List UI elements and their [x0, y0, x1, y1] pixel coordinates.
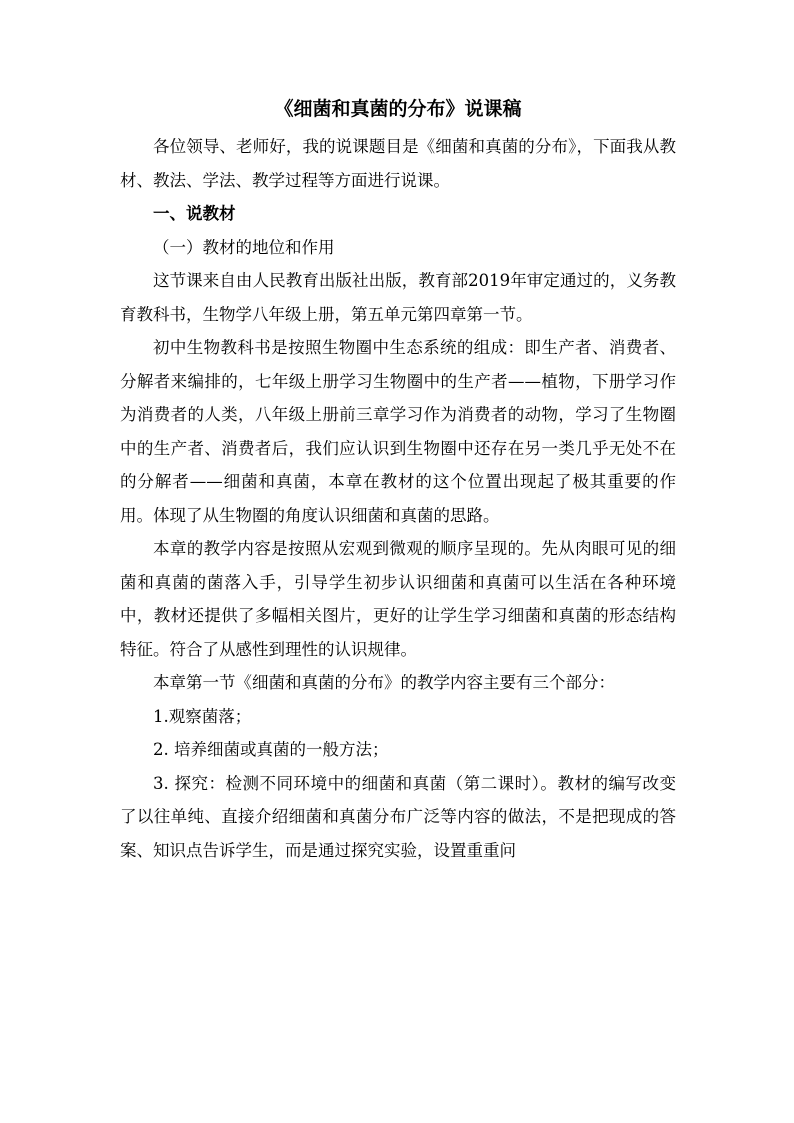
paragraph-content-order: 本章的教学内容是按照从宏观到微观的顺序呈现的。先从肉眼可见的细菌和真菌的菌落入手，引导学生初步认识细菌和真菌可以生活在各种环境中，教材还提供了多幅相关图片，更好的让学生学习细菌和真菌的形态结构特征。符合了从感性到理性的认识规律。 — [120, 539, 676, 659]
paragraph-structure: 初中生物教科书是按照生物圈中生态系统的组成：即生产者、消费者、分解者来编排的，七年级上册学习生物圈中的生产者——植物，下册学习作为消费者的人类，八年级上册前三章学习作为消费者的动物，学习了生物圈中的生产者、消费者后，我们应认识到生物圈中还存在另一类几乎无处不在的分解者——细菌和真菌，本章在教材的这个位置出现起了极其重要的作用。体现了从生物圈的角度认识细菌和真菌的思路。 — [120, 338, 676, 525]
intro-paragraph: 各位领导、老师好，我的说课题目是《细菌和真菌的分布》，下面我从教材、教法、学法、教学过程等方面进行说课。 — [120, 137, 676, 190]
subsection-heading-position: （一）教材的地位和作用 — [153, 237, 335, 257]
section-heading-textbook: 一、说教材 — [153, 204, 236, 223]
list-item-1: 1.观察菌落； — [153, 706, 252, 726]
document-title: 《细菌和真菌的分布》说课稿 — [274, 98, 522, 120]
document-page — [120, 96, 676, 867]
list-item-2: 2. 培养细菌或真菌的一般方法； — [153, 740, 389, 759]
paragraph-section-parts: 本章第一节《细菌和真菌的分布》的教学内容主要有三个部分： — [153, 673, 615, 692]
list-item-3: 3. 探究：检测不同环境中的细菌和真菌（第二课时）。教材的编写改变了以往单纯、直接介绍细菌和真菌分布广泛等内容的做法，不是把现成的答案、知识点告诉学生，而是通过探究实验，设置重重问 — [120, 773, 676, 860]
paragraph-source: 这节课来自由人民教育出版社出版，教育部2019年审定通过的，义务教育教科书，生物学八年级上册，第五单元第四章第一节。 — [120, 271, 676, 324]
